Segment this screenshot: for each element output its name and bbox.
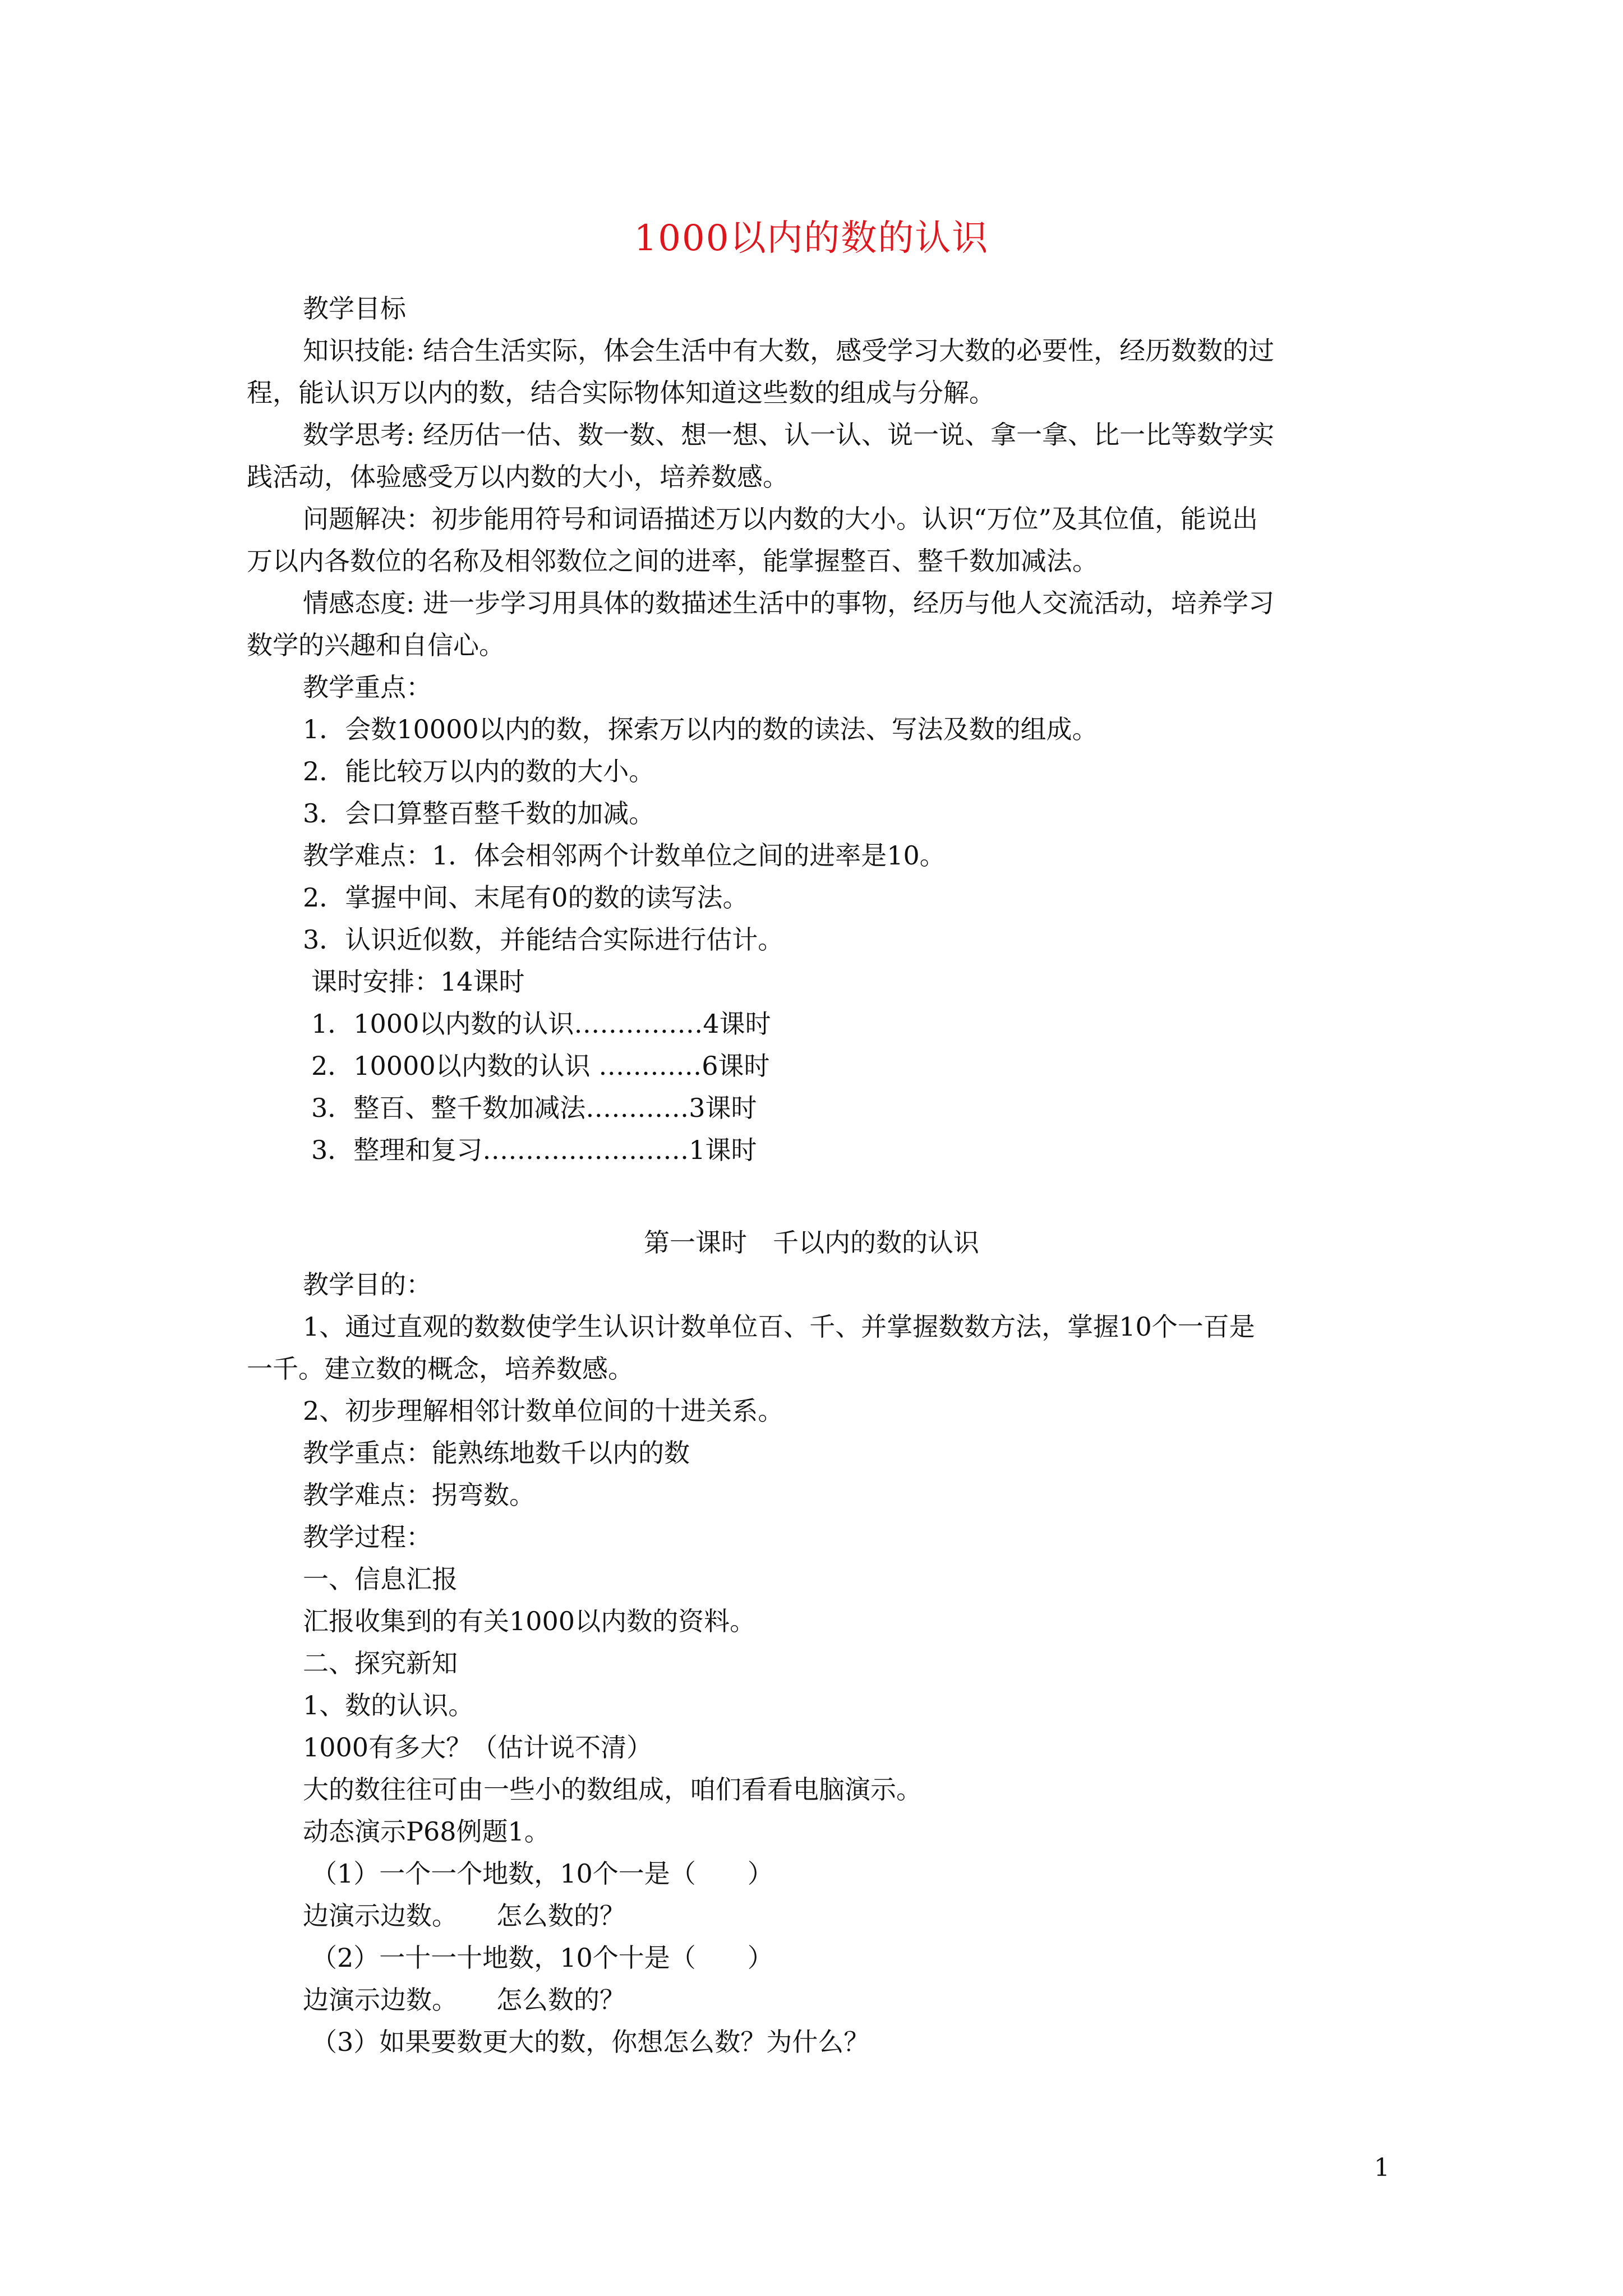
text-line: 教学过程： [303, 1522, 432, 1552]
text-line: 2．10000以内数的认识 …………6课时 [311, 1051, 770, 1081]
text-line: 3．整理和复习……………………1课时 [311, 1135, 757, 1165]
text-line: （1）一个一个地数，10个一是（ ） [311, 1858, 773, 1889]
text-line: 1000有多大？（估计说不清） [303, 1732, 653, 1763]
text-line: 万以内各数位的名称及相邻数位之间的进率，能掌握整百、整千数加减法。 [247, 546, 1098, 576]
text-line: 教学难点：1．体会相邻两个计数单位之间的进率是10。 [303, 840, 946, 871]
section-heading: 教学目标 [303, 293, 406, 324]
text-line: 课时安排：14课时 [311, 967, 525, 997]
text-line: 1、数的认识。 [303, 1690, 474, 1720]
text-line: 一千。建立数的概念，培养数感。 [247, 1354, 634, 1384]
text-line: 一、信息汇报 [303, 1564, 458, 1594]
text-line: 1．会数10000以内的数，探索万以内的数的读法、写法及数的组成。 [303, 714, 1098, 744]
text-line: （3）如果要数更大的数，你想怎么数？为什么？ [311, 2027, 870, 2057]
text-line: 边演示边数。 怎么数的？ [303, 1901, 625, 1931]
text-line: 二、探究新知 [303, 1648, 458, 1678]
text-line: 3．认识近似数，并能结合实际进行估计。 [303, 924, 784, 955]
text-line: 2、初步理解相邻计数单位间的十进关系。 [303, 1396, 784, 1426]
text-line: 数学思考: 经历估一估、数一数、想一想、认一认、说一说、拿一拿、比一比等数学实 [303, 420, 1275, 450]
text-line: 程，能认识万以内的数，结合实际物体知道这些数的组成与分解。 [247, 378, 995, 408]
text-line: 汇报收集到的有关1000以内数的资料。 [303, 1606, 756, 1636]
text-line: 3．会口算整百整千数的加减。 [303, 798, 655, 829]
text-line: 2．掌握中间、末尾有0的数的读写法。 [303, 882, 749, 913]
text-line: 情感态度: 进一步学习用具体的数描述生活中的事物，经历与他人交流活动，培养学习 [303, 588, 1275, 618]
text-line: 教学难点：拐弯数。 [303, 1480, 535, 1510]
text-line: 大的数往往可由一些小的数组成，咱们看看电脑演示。 [303, 1774, 922, 1805]
text-line: 教学重点：能熟练地数千以内的数 [303, 1438, 690, 1468]
text-line: 践活动，体验感受万以内数的大小，培养数感。 [247, 462, 789, 492]
text-line: 知识技能: 结合生活实际，体会生活中有大数，感受学习大数的必要性，经历数数的过 [303, 335, 1275, 366]
text-line: 动态演示P68例题1。 [303, 1816, 550, 1847]
text-line: 问题解决：初步能用符号和词语描述万以内数的大小。认识“万位”及其位值，能说出 [303, 504, 1258, 534]
text-line: 教学重点： [303, 672, 432, 702]
text-line: 2．能比较万以内的数的大小。 [303, 756, 655, 786]
text-line: （2）一十一十地数，10个十是（ ） [311, 1943, 773, 1973]
text-line: 1、通过直观的数数使学生认识计数单位百、千、并掌握数数方法，掌握10个一百是 [303, 1312, 1255, 1342]
document-title: 1000以内的数的认识 [634, 218, 989, 259]
page-number: 1 [1374, 2154, 1390, 2182]
text-line: 教学目的： [303, 1269, 432, 1300]
text-line: 3．整百、整千数加减法…………3课时 [311, 1093, 757, 1123]
lesson-subtitle: 第一课时 千以内的数的认识 [644, 1227, 979, 1258]
text-line: 边演示边数。 怎么数的？ [303, 1985, 625, 2015]
text-line: 数学的兴趣和自信心。 [247, 630, 505, 660]
text-line: 1．1000以内数的认识……………4课时 [311, 1009, 771, 1039]
